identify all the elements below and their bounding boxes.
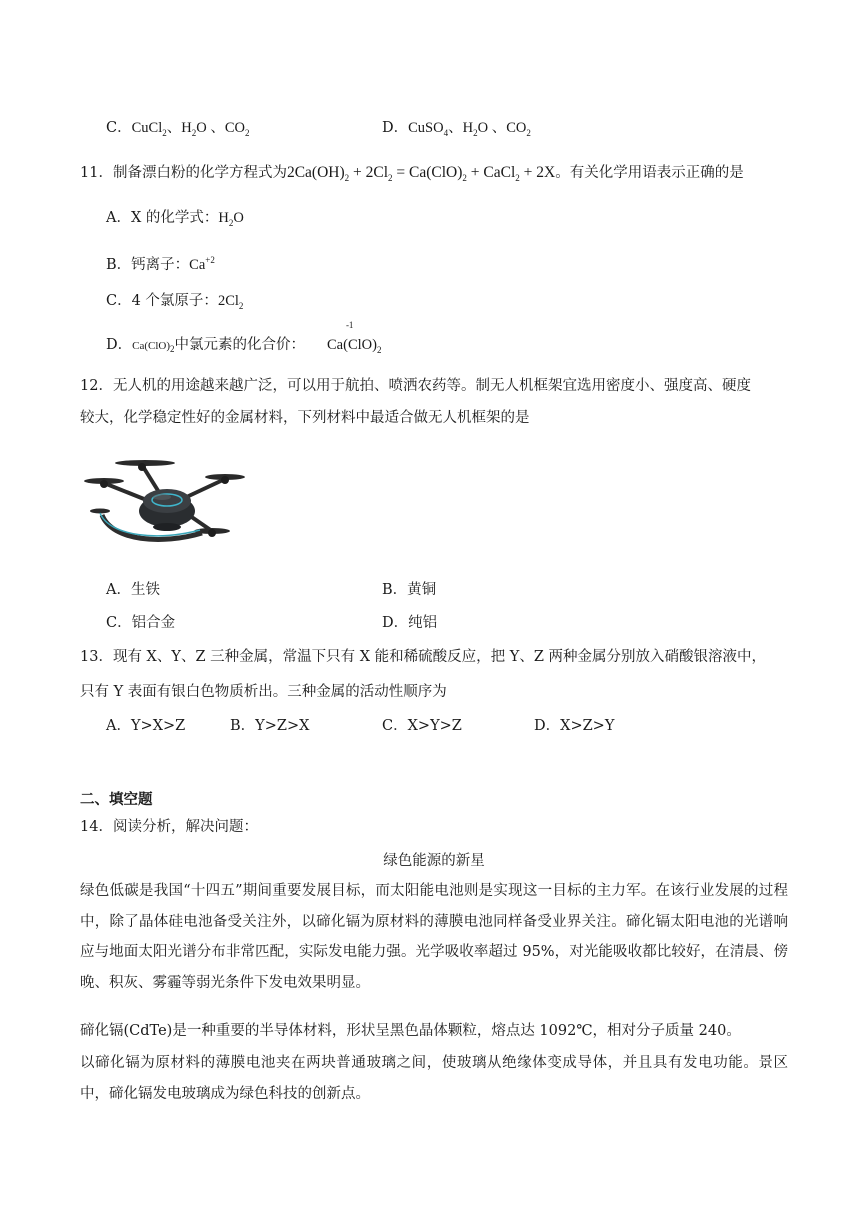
q14-stem: 14．阅读分析，解决问题： bbox=[80, 819, 258, 835]
article-paragraph-3: 以碲化镉为原材料的薄膜电池夹在两块普通玻璃之间，使玻璃从绝缘体变成导体，并且具有发电功能。景区中，碲化镉发电玻璃成为绿色科技的创新点。 bbox=[80, 1055, 788, 1102]
q11-option-b: B．钙离子：$Ca^{+2}$ bbox=[106, 255, 215, 273]
formula-part: = Ca(ClO) bbox=[392, 164, 463, 181]
q13-option-d: D．X>Z>Y bbox=[534, 718, 615, 734]
q11-option-c: C．4 个氯原子：$2Cl_2$ bbox=[106, 293, 244, 311]
q12-option-c: C．铝合金 bbox=[106, 615, 176, 631]
q10-option-c: C．CuCl$_2$、$H_2O$ 、$CO_2$ bbox=[106, 120, 250, 138]
formula-part: Ca bbox=[189, 256, 206, 273]
q10-option-d: D．CuSO$_4$、$H_2O$ 、$CO_2$ bbox=[382, 120, 531, 138]
q10-option-d-formula bbox=[408, 120, 531, 136]
formula-part: O bbox=[233, 210, 244, 226]
formula-part: 2 bbox=[388, 173, 393, 184]
q12-stem-line2: 较大，化学稳定性好的金属材料，下列材料中最适合做无人机框架的是 bbox=[80, 410, 530, 426]
formula-part: 2 bbox=[344, 173, 350, 184]
formula-part: + CaCl bbox=[466, 164, 516, 181]
q13-option-c: C．X>Y>Z bbox=[382, 718, 462, 734]
formula-part: 2 bbox=[244, 127, 250, 138]
formula-part: 2Ca(OH) bbox=[286, 164, 345, 181]
formula-part: 2Cl bbox=[217, 293, 239, 309]
formula-part: 2 bbox=[162, 127, 167, 138]
q10-option-c-formula bbox=[132, 120, 250, 136]
q13-stem-line2: 只有 Y 表面有银白色物质析出。三种金属的活动性顺序为 bbox=[80, 684, 447, 700]
article-paragraph-2: 碲化镉(CdTe)是一种重要的半导体材料，形状呈黑色晶体颗粒，熔点达 1092℃，相对分子质量 240。 bbox=[80, 1023, 741, 1039]
formula-part: 2 bbox=[526, 127, 531, 138]
formula-part: CuSO bbox=[408, 120, 444, 136]
q11-option-d-compound bbox=[132, 340, 175, 355]
q12-option-d: D．纯铝 bbox=[382, 615, 438, 631]
formula-part: 、H bbox=[166, 120, 192, 136]
formula-part: CuCl bbox=[131, 120, 163, 136]
q12-option-b: B．黄铜 bbox=[382, 582, 437, 598]
valence-mark: -1 bbox=[345, 320, 354, 330]
q13-option-b: B．Y>Z>X bbox=[230, 718, 310, 734]
drone-image bbox=[82, 453, 248, 549]
formula-part: 4 bbox=[443, 127, 449, 138]
section-heading: 二、填空题 bbox=[80, 791, 153, 808]
formula-part: 2 bbox=[515, 173, 520, 184]
q13-stem-line1: 13．现有 X、Y、Z 三种金属，常温下只有 X 能和稀硫酸反应，把 Y、Z 两种金属分别放入硝酸银溶液中， bbox=[80, 649, 767, 665]
q11-option-c-formula bbox=[218, 293, 243, 309]
formula-part: 2 bbox=[228, 217, 234, 228]
formula-part: + 2Cl bbox=[349, 164, 389, 181]
q11-option-a: A．X 的化学式：$H_2O$ bbox=[106, 210, 244, 228]
formula-part: 2 bbox=[191, 127, 197, 138]
formula-part: H bbox=[218, 210, 229, 226]
q11-option-d: D．$Ca(ClO)_2$中氯元素的化合价： bbox=[106, 337, 306, 355]
formula-part: 2 bbox=[238, 300, 244, 311]
q11-option-b-formula bbox=[189, 257, 215, 273]
q13-option-a: A．Y>X>Z bbox=[106, 718, 186, 734]
formula-part: +2 bbox=[205, 255, 215, 265]
q11-option-d-valence-formula: Ca( -1 $ClO)_2$ bbox=[327, 320, 382, 355]
q12-stem-line1: 12．无人机的用途越来越广泛，可以用于航拍、喷洒农药等。制无人机框架宜选用密度小、强度高、硬度 bbox=[80, 378, 751, 394]
formula-part: Ca(ClO) bbox=[132, 340, 171, 352]
formula-part: 、H bbox=[448, 120, 474, 136]
formula-part: O 、CO bbox=[196, 120, 245, 136]
article-paragraph-1: 绿色低碳是我国“十四五”期间重要发展目标，而太阳能电池则是实现这一目标的主力军。在该行业发展的过程中，除了晶体硅电池备受关注外，以碲化镉为原材料的薄膜电池同样备受业界关注。碲化镉太阳电池的光谱响应与地面太阳光谱分布非常匹配，实际发电能力强。光学吸收率超过 95%，对光能吸收都比较好，在清晨、傍晚、积灰、雾霾等弱光条件下发电效果明显。 bbox=[80, 883, 788, 991]
article-title: 绿色能源的新星 bbox=[383, 853, 485, 869]
formula-part: O 、CO bbox=[477, 120, 527, 136]
q11-equation bbox=[286, 164, 556, 184]
formula-part: 2 bbox=[462, 173, 467, 184]
q12-option-a: A．生铁 bbox=[106, 582, 160, 598]
formula-part: + 2X bbox=[519, 164, 556, 181]
formula-part: 2 bbox=[473, 127, 478, 138]
q11-option-a-formula bbox=[218, 210, 243, 226]
formula-part: 2 bbox=[170, 344, 175, 355]
q11-stem: 11．制备漂白粉的化学方程式为$2Ca(OH)_2 + 2Cl_2 = Ca(ClO)_2$ + CaCl$_2$ + 2X。有关化学用语表示正确的是 bbox=[80, 164, 744, 184]
